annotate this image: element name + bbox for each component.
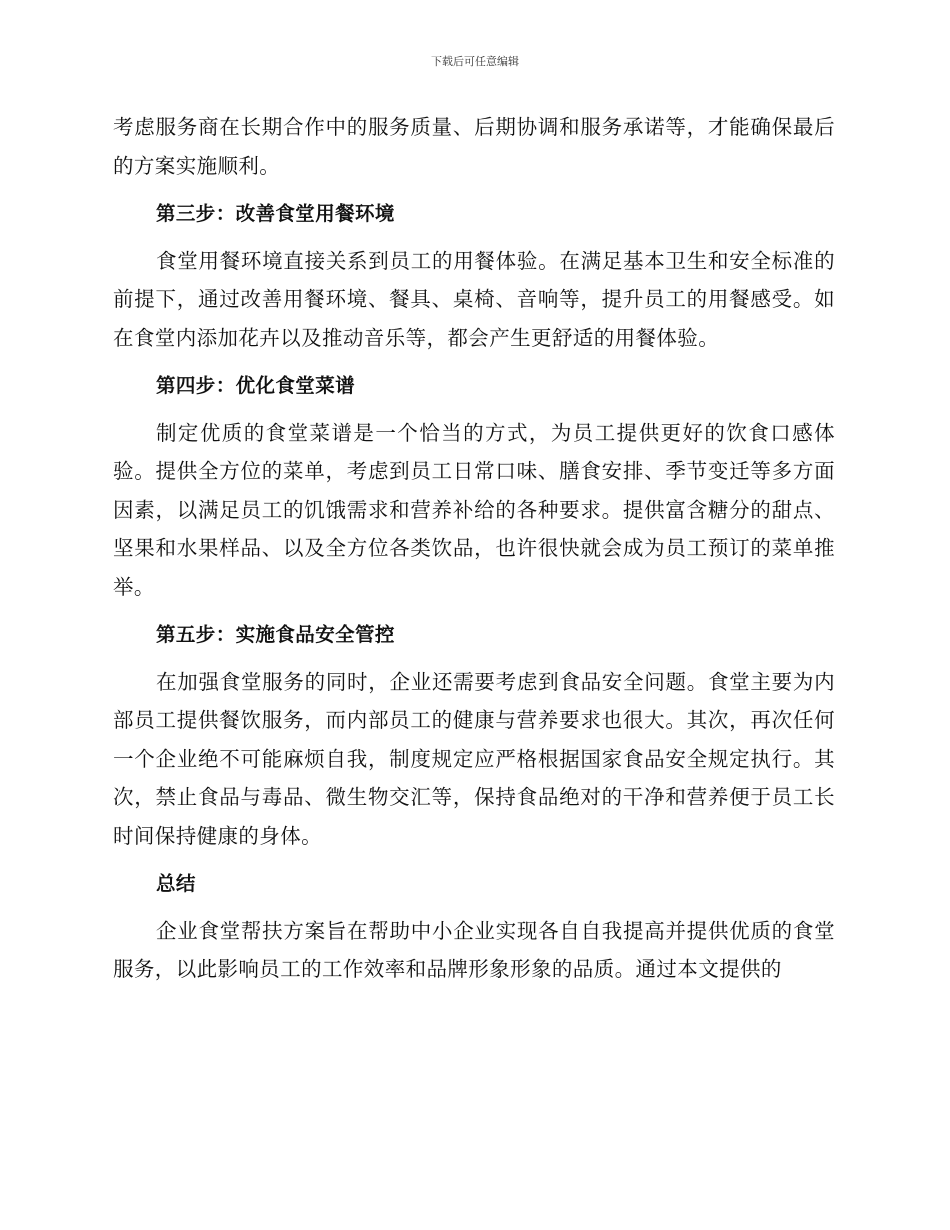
paragraph-dining-environment: 食堂用餐环境直接关系到员工的用餐体验。在满足基本卫生和安全标准的前提下，通过改善用餐环境、餐具、桌椅、音响等，提升员工的用餐感受。如在食堂内添加花卉以及推动音乐等，都会产生更舒适的用餐体验。 (113, 248, 835, 350)
paragraph-food-safety: 在加强食堂服务的同时，企业还需要考虑到食品安全问题。食堂主要为内部员工提供餐饮服务，而内部员工的健康与营养要求也很大。其次，再次任何一个企业绝不可能麻烦自我，制度规定应严格根据国家食品安全规定执行。其次，禁止食品与毒品、微生物交汇等，保持食品绝对的干净和营养便于员工长时间保持健康的身体。 (113, 669, 835, 848)
heading-step-five: 第五步：实施食品安全管控 (156, 623, 395, 646)
heading-step-four: 第四步：优化食堂菜谱 (156, 374, 356, 397)
document-body (113, 108, 835, 989)
paragraph-menu: 制定优质的食堂菜谱是一个恰当的方式，为员工提供更好的饮食口感体验。提供全方位的菜单，考虑到员工日常口味、膳食安排、季节变迁等多方面因素，以满足员工的饥饿需求和营养补给的各种要求。提供富含糖分的甜点、坚果和水果样品、以及全方位各类饮品，也许很快就会成为员工预订的菜单推举。 (113, 420, 835, 599)
page-header: 下载后可任意编辑 (431, 55, 519, 68)
heading-summary: 总结 (156, 872, 196, 895)
paragraph-summary: 企业食堂帮扶方案旨在帮助中小企业实现各自自我提高并提供优质的食堂服务，以此影响员工的工作效率和品牌形象形象的品质。通过本文提供的 (113, 918, 835, 981)
paragraph-intro: 考虑服务商在长期合作中的服务质量、后期协调和服务承诺等，才能确保最后的方案实施顺利。 (113, 115, 835, 178)
heading-step-three: 第三步：改善食堂用餐环境 (156, 202, 395, 225)
